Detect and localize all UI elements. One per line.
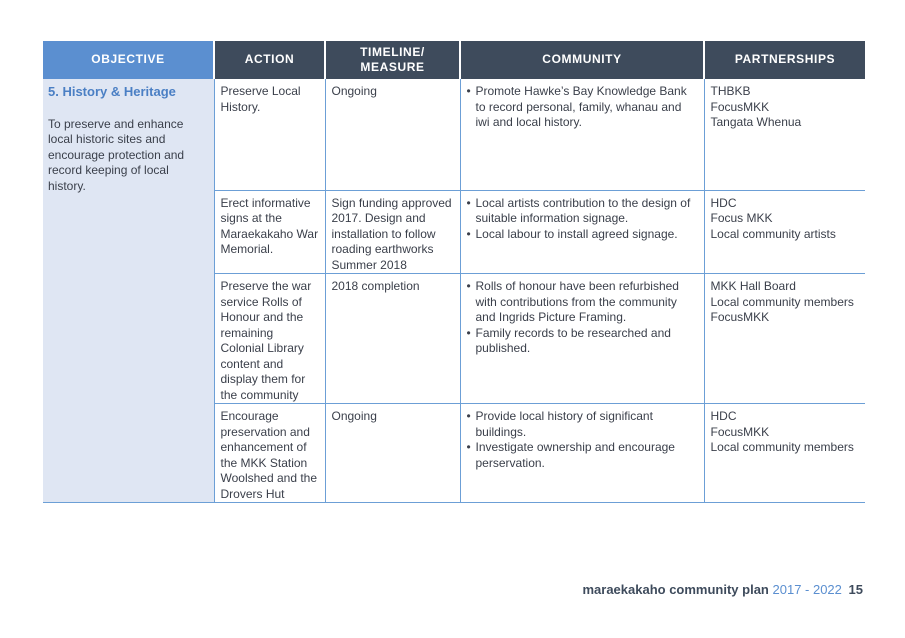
partner-name: FocusMKK — [710, 424, 770, 439]
timeline-cell: Sign funding approved 2017. Design and installation to follow roading earthworks Summer 2018 — [325, 190, 460, 274]
header-row — [43, 41, 865, 79]
partner-name: HDC — [710, 195, 737, 210]
partner-name: FocusMKK — [710, 99, 770, 114]
objective-cell — [43, 79, 214, 503]
partner-name: HDC — [710, 409, 737, 423]
community-cell — [460, 79, 704, 190]
footer-title: maraekakaho community plan — [582, 582, 769, 597]
plan-table — [43, 41, 865, 503]
objective-description: To preserve and enhance local historic sites and encourage protection and record keeping of local history. — [48, 116, 185, 193]
community-cell — [460, 404, 704, 503]
partner-name: Tangata Whenua — [710, 115, 802, 129]
timeline-cell: Ongoing — [325, 79, 460, 190]
page-number: 15 — [848, 582, 863, 597]
header-objective: OBJECTIVE — [43, 41, 214, 79]
partner-name: Local community members — [710, 294, 854, 309]
community-bullet: • Local artists contribution to the design of suitable information signage. — [467, 196, 698, 227]
partnerships-cell — [704, 404, 865, 503]
timeline-cell: 2018 completion — [325, 274, 460, 404]
footer-years: 2017 - 2022 — [772, 582, 842, 597]
header-action: ACTION — [214, 41, 325, 79]
header-partnerships: PARTNERSHIPS — [704, 41, 865, 79]
timeline-cell: Ongoing — [325, 404, 460, 503]
action-cell: Encourage preservation and enhancement of the MKK Station Woolshed and the Drovers Hut — [214, 404, 325, 503]
community-cell — [460, 274, 704, 404]
community-bullet: • Local labour to install agreed signage. — [467, 227, 698, 243]
page-footer — [582, 582, 863, 597]
action-cell: Erect informative signs at the Maraekakaho War Memorial. — [214, 190, 325, 274]
community-bullet: • Provide local history of significant buildings. — [467, 409, 698, 440]
partner-name: FocusMKK — [710, 310, 770, 324]
action-cell: Preserve the war service Rolls of Honour and the remaining Colonial Library content and display them for the community — [214, 274, 325, 404]
partnerships-cell — [704, 79, 865, 190]
community-bullet: • Promote Hawke’s Bay Knowledge Bank to record personal, family, whanau and iwi and local history. — [467, 84, 698, 131]
action-cell: Preserve Local History. — [214, 79, 325, 190]
community-cell — [460, 190, 704, 274]
community-bullet: • Rolls of honour have been refurbished with contributions from the community and Ingrids Picture Framing. — [467, 279, 698, 326]
partner-name: Focus MKK — [710, 211, 773, 225]
partner-name: MKK Hall Board — [710, 279, 796, 293]
partner-name: Local community artists — [710, 226, 836, 241]
partner-name: THBKB — [710, 84, 751, 98]
objective-title: 5. History & Heritage — [48, 84, 176, 99]
community-bullet: • Family records to be researched and published. — [467, 326, 698, 357]
partnerships-cell — [704, 190, 865, 274]
table-row — [43, 79, 865, 190]
partnerships-cell — [704, 274, 865, 404]
header-community: COMMUNITY — [460, 41, 704, 79]
header-timeline: TIMELINE/ MEASURE — [325, 41, 460, 79]
community-bullet: • Investigate ownership and encourage perservation. — [467, 440, 698, 471]
partner-name: Local community members — [710, 440, 854, 454]
